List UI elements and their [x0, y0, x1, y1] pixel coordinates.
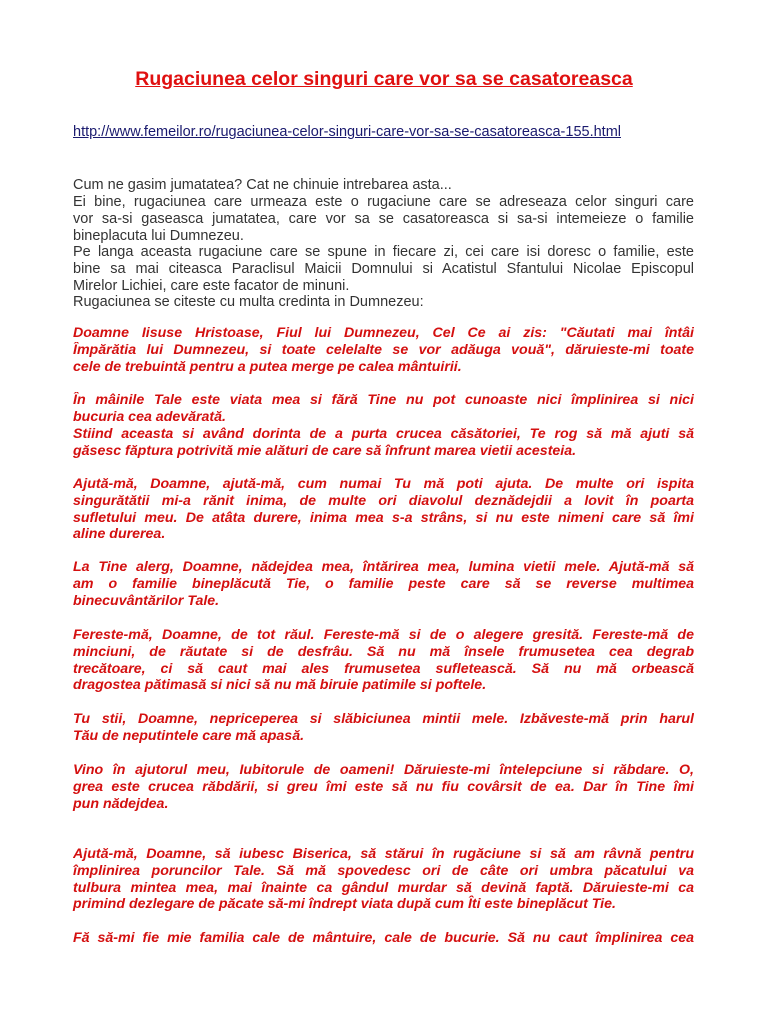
text-line: primind dezlegare de păcate să-mi îndrept viata după cum Îti este bineplăcut Tie.	[73, 896, 616, 913]
prayer-paragraph	[73, 627, 694, 694]
text-line: bine sa mai citeasca Paraclisul Maicii Domnului si Acatistul Sfantului Nicolae Episcopul	[73, 260, 694, 277]
text-line: Ajută-mă, Doamne, să iubesc Biserica, să stărui în rugăciune si să am râvnă pentru	[73, 846, 694, 862]
text-line: pun nădejdea.	[73, 795, 169, 812]
text-line: În mâinile Tale este viata mea si fără Tine nu pot cunoaste nici împlinirea si nici	[73, 392, 694, 408]
text-line: trecătoare, ci să caut mai ales frumusetea sufletească. Să nu mă orbească	[73, 660, 694, 677]
text-line: am o familie bineplăcută Tie, o familie peste care să se reverse multimea	[73, 575, 694, 592]
text-line: sufletului meu. De atâta durere, inima mea s-a strâns, si nu este nimeni care să îmi	[73, 509, 694, 526]
text-line: dragostea pătimasă si nici să nu mă biruie patimile si poftele.	[73, 677, 487, 694]
text-line: găsesc făptura potrivită mie alături de care să înfrunt marea vietii acesteia.	[73, 442, 577, 459]
text-line: Tu stii, Doamne, nepriceperea si slăbiciunea mintii mele. Izbăveste-mă prin harul	[73, 711, 694, 727]
intro-paragraph	[73, 244, 694, 294]
intro-paragraph	[73, 194, 694, 244]
prayer-paragraph	[73, 762, 694, 812]
text-line: Doamne Iisuse Hristoase, Fiul lui Dumnezeu, Cel Ce ai zis: "Căutati mai întâi	[73, 325, 694, 341]
prayer-paragraph	[73, 392, 694, 426]
prayer-paragraph	[73, 476, 694, 543]
text-line: Fereste-mă, Doamne, de tot răul. Fereste-mă si de o alegere gresită. Fereste-mă de	[73, 627, 694, 643]
prayer-paragraph	[73, 325, 694, 375]
text-line: grea este crucea răbdării, si greu îmi este să nu fiu covârsit de ea. Dar în Tine îmi	[73, 778, 694, 795]
prayer-paragraph	[73, 846, 694, 913]
text-line: aline durerea.	[73, 526, 166, 543]
text-line: Vino în ajutorul meu, Iubitorule de oameni! Dăruieste-mi întelepciune si răbdare. O,	[73, 762, 694, 778]
prayer-paragraph	[73, 930, 694, 947]
text-line: singurătătii mi-a rănit inima, de multe ori diavolul deznădejdii a lovit în poarta	[73, 492, 694, 509]
text-line: bucuria cea adevărată.	[73, 408, 226, 425]
document-title: Rugaciunea celor singuri care vor sa se casatoreasca	[135, 68, 633, 90]
text-line: Împărătia lui Dumnezeu, si toate celelalte se vor adăuga vouă", dăruieste-mi toate	[73, 341, 694, 358]
text-line: cele de trebuintă pentru a putea merge pe calea mântuirii.	[73, 358, 462, 375]
text-line: minciuni, de răutate si de desfrâu. Să nu mă însele frumusetea cea degrab	[73, 643, 694, 660]
text-line: Pe langa aceasta rugaciune care se spune in fiecare zi, cei care isi doresc o familie, este	[73, 244, 694, 260]
prayer-paragraph	[73, 559, 694, 609]
text-line: La Tine alerg, Doamne, nădejdea mea, întărirea mea, lumina vietii mele. Ajută-mă să	[73, 559, 694, 575]
text-line: vor sa-si gaseasca jumatatea, care vor sa se casatoreasca si sa-si intemeieze o familie	[73, 210, 694, 227]
text-line: tulbura mintea mea, mai înainte ca gândul murdar să devină faptă. Dăruieste-mi ca	[73, 879, 694, 896]
prayer-paragraph	[73, 711, 694, 745]
intro-paragraph	[73, 177, 694, 194]
text-line: Ei bine, rugaciunea care urmeaza este o rugaciune care se adreseaza celor singuri care	[73, 194, 694, 210]
text-line: Fă să-mi fie mie familia cale de mântuire, cale de bucurie. Să nu caut împlinirea cea	[73, 930, 694, 946]
text-line: Cum ne gasim jumatatea? Cat ne chinuie intrebarea asta...	[73, 177, 452, 193]
text-line: Stiind aceasta si având dorinta de a purta crucea căsătoriei, Te rog să mă ajuti să	[73, 426, 694, 442]
text-line: Mirelor Lichiei, care este facator de minuni.	[73, 277, 350, 294]
text-line: binecuvântărilor Tale.	[73, 592, 220, 609]
text-line: bineplacuta lui Dumnezeu.	[73, 227, 244, 244]
text-line: Ajută-mă, Doamne, ajută-mă, cum numai Tu mă poti ajuta. De multe ori ispita	[73, 476, 694, 492]
source-link[interactable]: http://www.femeilor.ro/rugaciunea-celor-singuri-care-vor-sa-se-casatoreasca-155.html	[73, 124, 621, 140]
text-line: Rugaciunea se citeste cu multa credinta in Dumnezeu:	[73, 294, 424, 310]
text-line: Tău de neputintele care mă apasă.	[73, 727, 305, 744]
text-line: împlinirea poruncilor Tale. Să mă spovedesc ori de câte ori umbra păcatului va	[73, 862, 694, 879]
intro-paragraph	[73, 294, 694, 311]
prayer-paragraph	[73, 426, 694, 460]
